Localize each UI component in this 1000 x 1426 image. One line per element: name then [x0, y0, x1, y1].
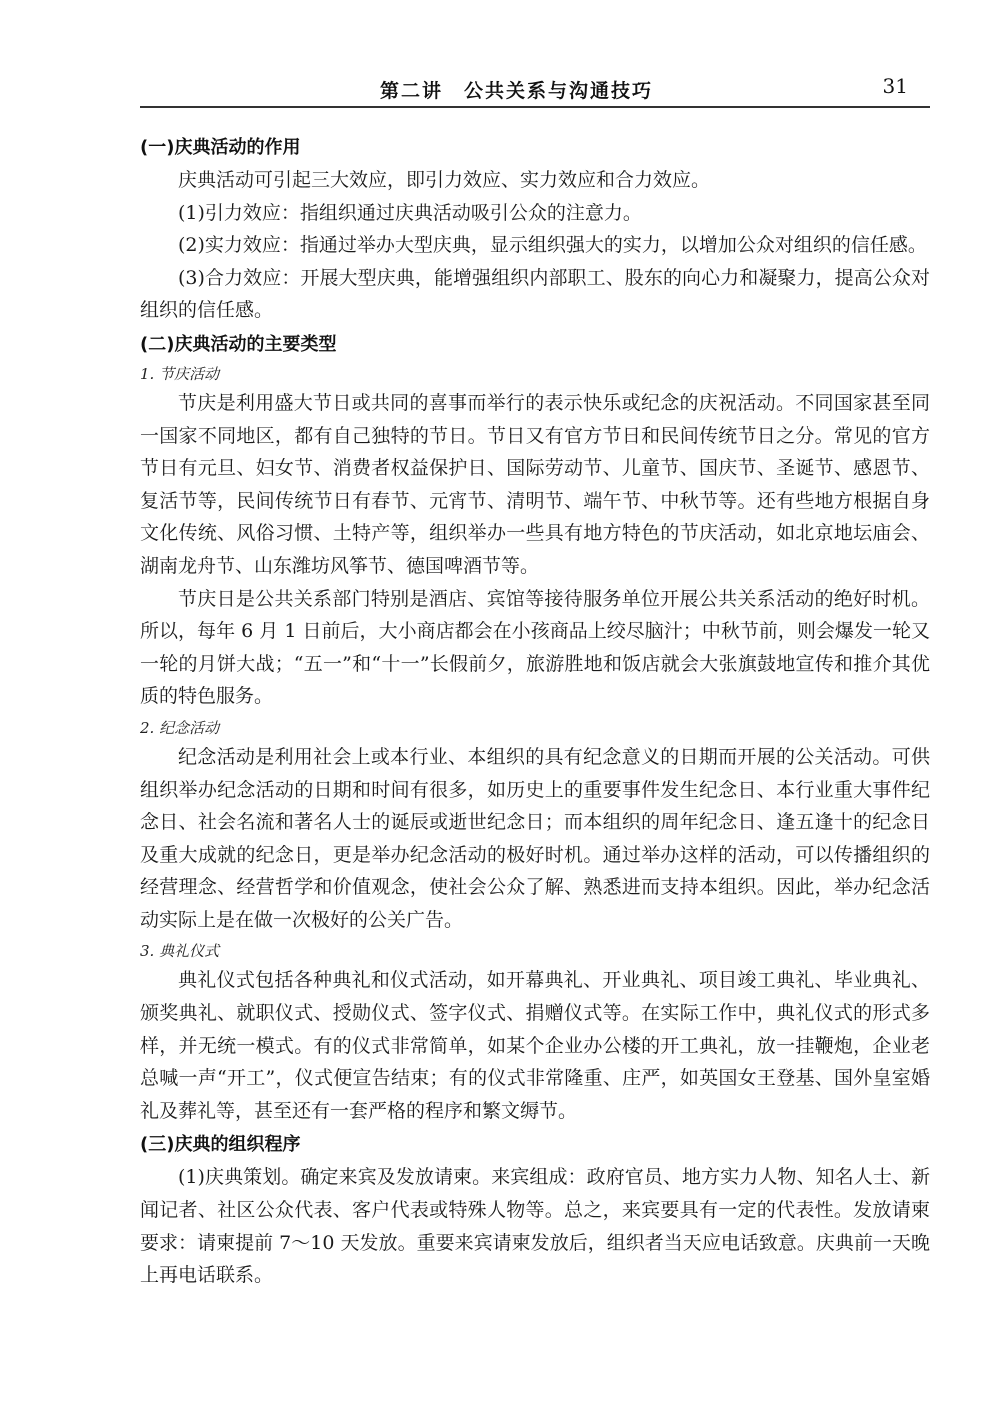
page-body	[140, 130, 930, 1292]
paragraph: 典礼仪式包括各种典礼和仪式活动，如开幕典礼、开业典礼、项目竣工典礼、毕业典礼、颁奖典礼、就职仪式、授勋仪式、签字仪式、捐赠仪式等。在实际工作中，典礼仪式的形式多样，并无统一模式。有的仪式非常简单，如某个企业办公楼的开工典礼，放一挂鞭炮，企业老总喊一声“开工”，仪式便宣告结束；有的仪式非常隆重、庄严，如英国女王登基、国外皇室婚礼及葬礼等，甚至还有一套严格的程序和繁文缛节。	[140, 969, 930, 1122]
paragraph: 节庆日是公共关系部门特别是酒店、宾馆等接待服务单位开展公共关系活动的绝好时机。所以，每年 6 月 1 日前后，大小商店都会在小孩商品上绞尽脑汁；中秋节前，则会爆发一轮又一轮的月饼大战；“五一”和“十一”长假前夕，旅游胜地和饭店就会大张旗鼓地宣传和推介其优质的特色服务。	[140, 587, 930, 708]
paragraph: (1)引力效应：指组织通过庆典活动吸引公众的注意力。	[178, 201, 642, 224]
section-heading-1: (一)庆典活动的作用	[140, 137, 301, 158]
subheading-ceremony: 3. 典礼仪式	[140, 942, 220, 961]
section-heading-2: (二)庆典活动的主要类型	[140, 333, 337, 355]
page-header	[140, 70, 930, 104]
subheading-commemoration: 2. 纪念活动	[140, 718, 220, 737]
paragraph: (1)庆典策划。确定来宾及发放请柬。来宾组成：政府官员、地方实力人物、知名人士、新闻记者、社区公众代表、客户代表或特殊人物等。总之，来宾要具有一定的代表性。发放请柬要求：请柬提前 7～10 天发放。重要来宾请柬发放后，组织者当天应电话致意。庆典前一天晚上再电话联系。	[140, 1166, 930, 1287]
paragraph: (3)合力效应：开展大型庆典，能增强组织内部职工、股东的向心力和凝聚力，提高公众对组织的信任感。	[140, 266, 930, 322]
paragraph: 庆典活动可引起三大效应，即引力效应、实力效应和合力效应。	[178, 169, 711, 191]
paragraph: 纪念活动是利用社会上或本行业、本组织的具有纪念意义的日期而开展的公关活动。可供组织举办纪念活动的日期和时间有很多，如历史上的重要事件发生纪念日、本行业重大事件纪念日、社会名流和著名人士的诞辰或逝世纪念日；而本组织的周年纪念日、逢五逢十的纪念日及重大成就的纪念日，更是举办纪念活动的极好时机。通过举办这样的活动，可以传播组织的经营理念、经营哲学和价值观念，使社会公众了解、熟悉进而支持本组织。因此，举办纪念活动实际上是在做一次极好的公关广告。	[140, 745, 930, 931]
page-number: 31	[882, 74, 908, 98]
paragraph: 节庆是利用盛大节日或共同的喜事而举行的表示快乐或纪念的庆祝活动。不同国家甚至同一国家不同地区，都有自己独特的节日。节日又有官方节日和民间传统节日之分。常见的官方节日有元旦、妇女节、消费者权益保护日、国际劳动节、儿童节、国庆节、圣诞节、感恩节、复活节等，民间传统节日有春节、元宵节、清明节、端午节、中秋节等。还有些地方根据自身文化传统、风俗习惯、土特产等，组织举办一些具有地方特色的节庆活动，如北京地坛庙会、湖南龙舟节、山东潍坊风筝节、德国啤酒节等。	[140, 391, 930, 577]
header-divider	[140, 106, 930, 108]
subheading-festival: 1. 节庆活动	[140, 364, 220, 383]
section-heading-3: (三)庆典的组织程序	[140, 1134, 301, 1156]
chapter-title: 第二讲 公共关系与沟通技巧	[380, 80, 654, 102]
paragraph: (2)实力效应：指通过举办大型庆典，显示组织强大的实力，以增加公众对组织的信任感。	[178, 234, 927, 257]
